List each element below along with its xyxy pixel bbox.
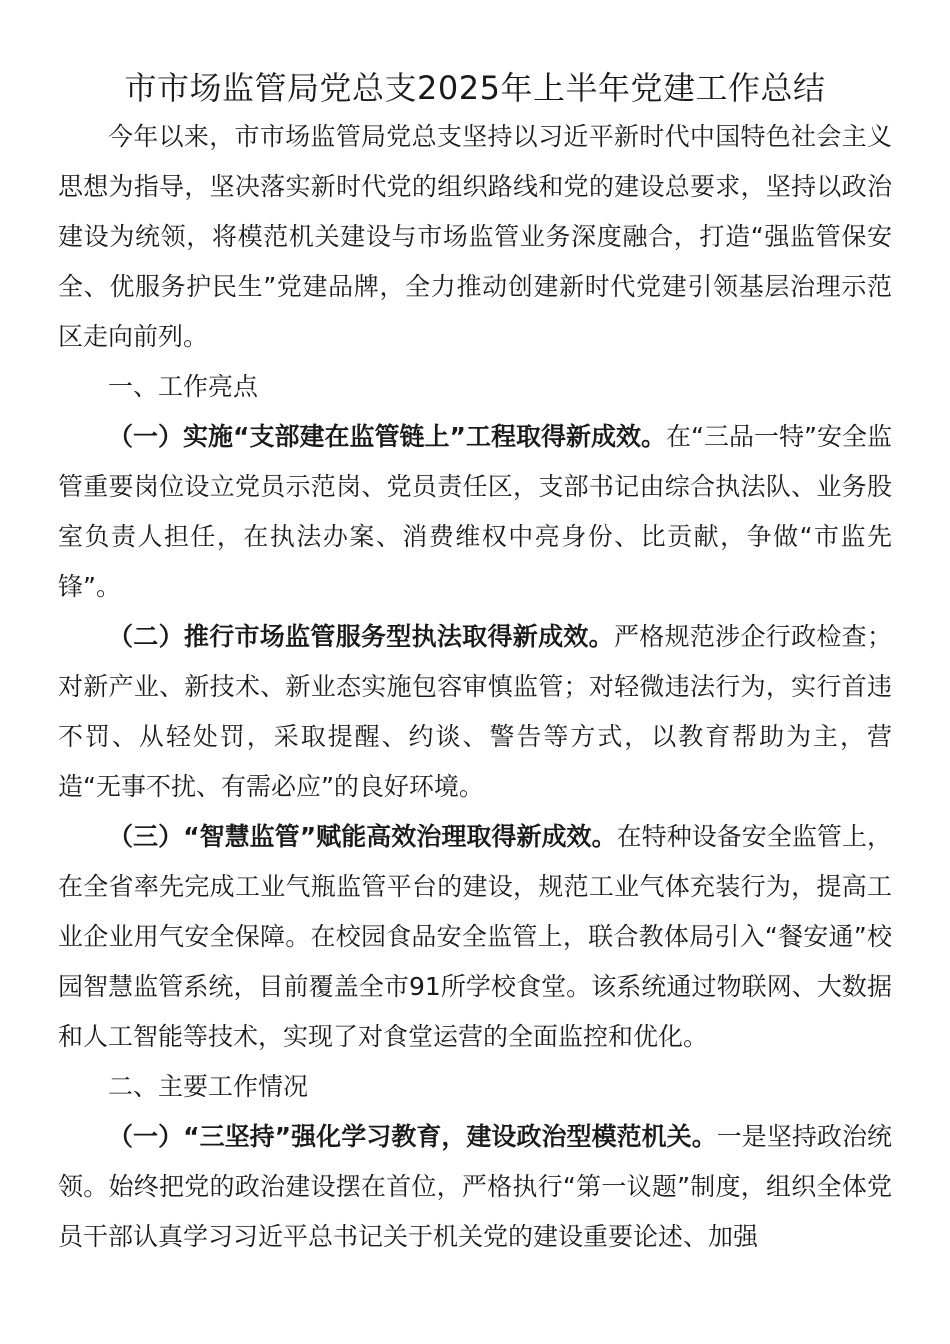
- work-text-1: 一是坚持政治统领。始终把党的政治建设摆在首位，严格执行“第一议题”制度，组织全体党员干部认真学习习近平总书记关于机关党的建设重要论述、加强: [58, 1122, 892, 1251]
- highlight-lead-3: （三）“智慧监管”赋能高效治理取得新成效。: [108, 822, 617, 851]
- highlight-text-3: 在特种设备安全监管上，在全省率先完成工业气瓶监管平台的建设，规范工业气体充装行为，提高工业企业用气安全保障。在校园食品安全监管上，联合教体局引入“餐安通”校园智慧监管系统，目前覆盖全市91所学校食堂。该系统通过物联网、大数据和人工智能等技术，实现了对食堂运营的全面监控和优化。: [58, 822, 892, 1051]
- document-title: 市市场监管局党总支2025年上半年党建工作总结: [124, 69, 826, 107]
- work-paragraph-1: [58, 1112, 892, 1262]
- highlight-lead-1: （一）实施“支部建在监管链上”工程取得新成效。: [108, 422, 667, 451]
- work-lead-1: （一）“三坚持”强化学习教育，建设政治型模范机关。: [108, 1122, 717, 1151]
- intro-paragraph: 今年以来，市市场监管局党总支坚持以习近平新时代中国特色社会主义思想为指导，坚决落实新时代党的组织路线和党的建设总要求，坚持以政治建设为统领，将模范机关建设与市场监管业务深度融合，打造“强监管保安全、优服务护民生”党建品牌，全力推动创建新时代党建引领基层治理示范区走向前列。: [58, 122, 892, 351]
- highlight-paragraph-1: [58, 412, 892, 612]
- document-body: [58, 112, 892, 1262]
- highlight-text-2: 严格规范涉企行政检查；对新产业、新技术、新业态实施包容审慎监管；对轻微违法行为，实行首违不罚、从轻处罚，采取提醒、约谈、警告等方式，以教育帮助为主，营造“无事不扰、有需必应”的良好环境。: [58, 622, 892, 801]
- section-heading-main-work: 二、主要工作情况: [108, 1072, 309, 1101]
- section-heading-highlights: 一、工作亮点: [108, 372, 259, 401]
- highlight-paragraph-2: [58, 612, 892, 812]
- highlight-lead-2: （二）推行市场监管服务型执法取得新成效。: [108, 622, 614, 651]
- highlight-text-1: 在“三品一特”安全监管重要岗位设立党员示范岗、党员责任区，支部书记由综合执法队、业务股室负责人担任，在执法办案、消费维权中亮身份、比贡献，争做“市监先锋”。: [58, 422, 892, 601]
- highlight-paragraph-3: [58, 812, 892, 1062]
